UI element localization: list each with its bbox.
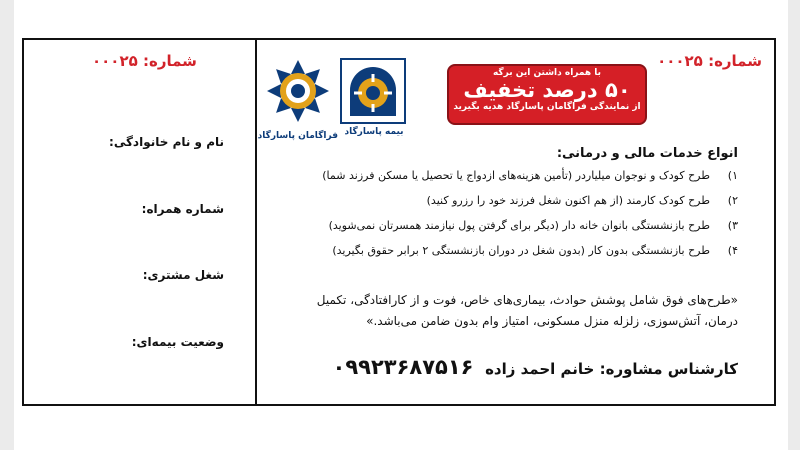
discount-badge-top: با همراه داشتن این برگه (492, 68, 602, 78)
service-item (308, 194, 738, 219)
stub-field-mobile: شماره همراه: (141, 202, 224, 216)
stub-field-insurance-status: وضعیت بیمه‌ای: (131, 335, 224, 349)
service-text: طرح کودک و نوجوان میلیاردر (تأمین هزینه‌های ازدواج یا تحصیل یا مسکن فرزند شما) (322, 169, 710, 182)
service-item (308, 219, 738, 244)
service-text: طرح بازنشستگی بانوان خانه دار (دیگر برای گرفتن پول نیازمند همسرتان نمی‌شوید) (328, 219, 710, 232)
main-number: شماره: ۰۰۰۲۵ (657, 52, 762, 70)
service-text: طرح بازنشستگی بدون کار (بدون شغل در دوران بازنشستگی ۲ برابر حقوق بگیرید) (332, 244, 710, 257)
faragaman-pasargad-logo (258, 58, 338, 146)
service-item (308, 169, 738, 194)
services-section (308, 146, 738, 269)
coverage-note: «طرح‌های فوق شامل پوشش حوادث، بیماری‌های خاص، فوت و از کارافتادگی، تکمیل درمان، آتش‌سوزی، زلزله منزل مسکونی، امتیاز وام بدون ضامن می‌باشد.» (316, 293, 738, 328)
discount-badge-headline: ۵۰ درصد تخفیف (463, 78, 631, 102)
service-number: ۴) (727, 244, 738, 257)
service-number: ۳) (727, 219, 738, 232)
service-number: ۱) (727, 169, 738, 182)
consultant-label: کارشناس مشاوره: خانم احمد زاده (485, 360, 738, 378)
left-margin (0, 0, 14, 450)
services-title: انواع خدمات مالی و درمانی: (556, 146, 738, 161)
consultant-phone[interactable]: ۰۹۹۲۳۶۸۷۵۱۶ (332, 355, 474, 379)
bimeh-pasargad-logo (340, 58, 408, 146)
discount-badge-bottom: از نمایندگی فراگامان پاسارگاد هدیه بگیرید (453, 102, 641, 112)
service-number: ۲) (727, 194, 738, 207)
stub-divider (255, 38, 257, 406)
stub-number: شماره: ۰۰۰۲۵ (92, 52, 197, 70)
stub-field-fullname: نام و نام خانوادگی: (109, 135, 224, 149)
faragaman-logo-caption: فراگامان پاسارگاد (257, 131, 338, 141)
bimeh-logo-caption: بیمه پاسارگاد (344, 127, 404, 137)
faragaman-emblem-icon (265, 58, 331, 124)
discount-badge (447, 64, 647, 125)
consultant-line (333, 355, 739, 379)
right-margin (788, 0, 800, 450)
service-item (308, 244, 738, 269)
stub-field-job: شغل مشتری: (142, 268, 224, 282)
bimeh-emblem-icon (342, 60, 404, 122)
service-text: طرح کودک کارمند (از هم اکنون شغل فرزند خود را رزرو کنید) (426, 194, 710, 207)
